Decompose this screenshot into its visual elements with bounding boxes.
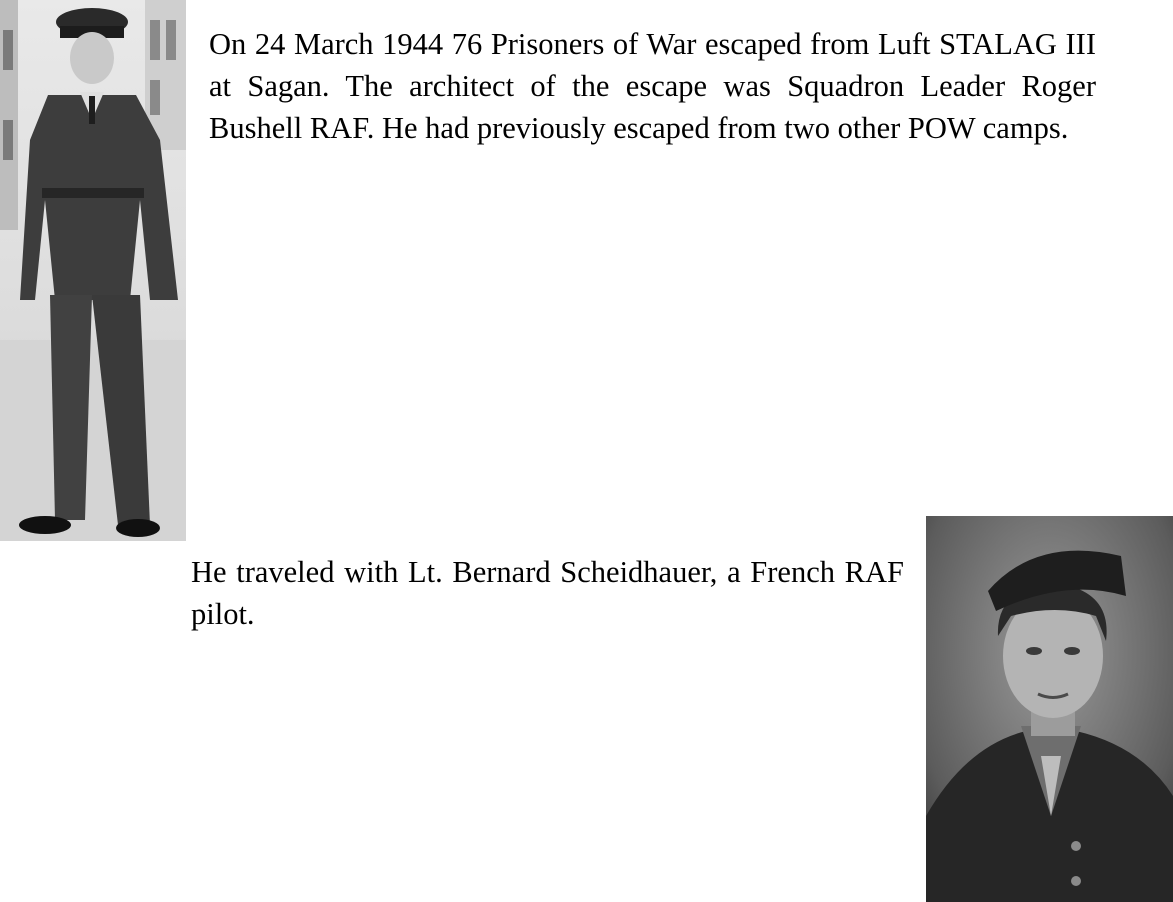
intro-paragraph: On 24 March 1944 76 Prisoners of War escaped from Luft STALAG III at Sagan. The architect of the escape was Squadron Leader Roger Bushell RAF. He had previously escaped from two other POW camps. <box>209 27 1096 145</box>
photo-roger-bushell <box>0 0 186 541</box>
companion-paragraph: He traveled with Lt. Bernard Scheidhauer, a French RAF pilot. <box>191 555 904 631</box>
standing-officer-photo <box>0 0 186 541</box>
portrait-photo <box>926 516 1173 902</box>
photo-bernard-scheidhauer <box>926 516 1173 902</box>
